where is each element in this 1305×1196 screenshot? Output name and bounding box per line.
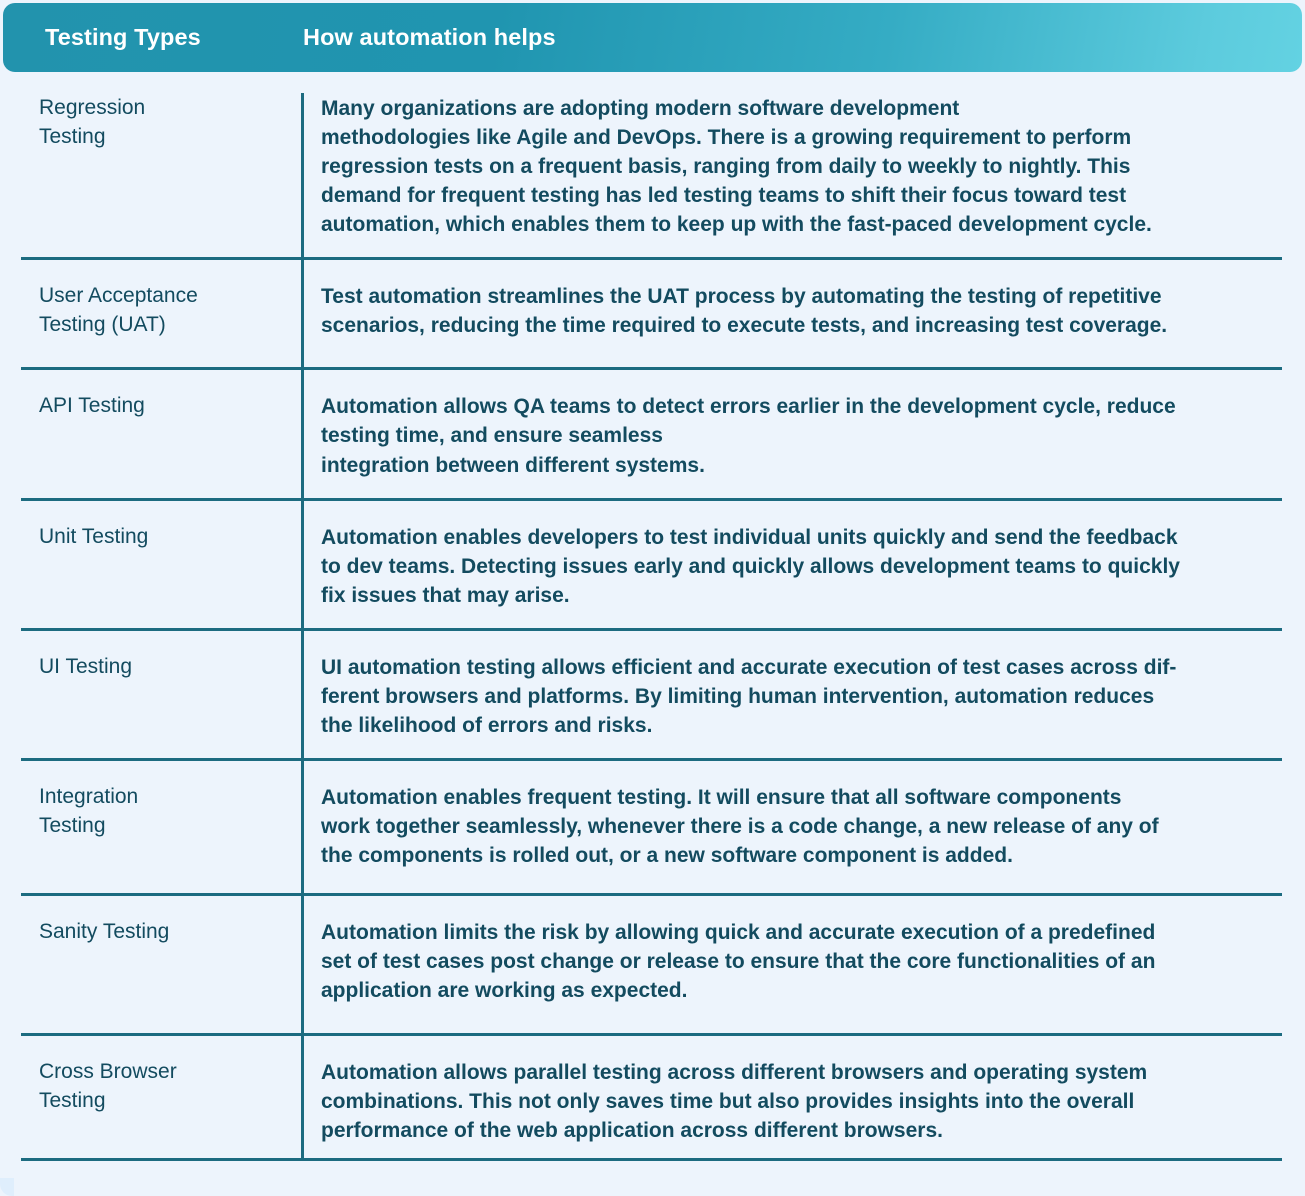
cell-testing-type-line: Integration	[39, 785, 139, 809]
cell-how-automation-helps	[301, 367, 1282, 497]
cell-help-line: to dev teams. Detecting issues early and quickly allows development teams to quickly	[321, 554, 1180, 578]
cell-testing-type-line: Testing (UAT)	[39, 312, 166, 336]
cell-help-line: scenarios, reducing the time required to execute tests, and increasing test coverage.	[321, 314, 1168, 338]
table-header-row	[3, 3, 1302, 72]
cell-help-line: methodologies like Agile and DevOps. There is a growing requirement to perform	[321, 126, 1132, 150]
cell-testing-type-line: API Testing	[39, 394, 145, 418]
cell-help-line: UI automation testing allows efficient and accurate execution of test cases across dif-	[321, 655, 1177, 679]
cell-testing-type	[21, 72, 301, 257]
cell-help-line: Automation enables developers to test individual units quickly and send the feedback	[321, 525, 1178, 549]
cell-help-line: work together seamlessly, whenever there is a code change, a new release of any of	[321, 815, 1159, 839]
cell-how-automation-helps	[301, 498, 1282, 628]
cell-help-line: the components is rolled out, or a new software component is added.	[321, 844, 1013, 868]
table-row	[0, 72, 1305, 257]
cell-help-line: integration between different systems.	[321, 453, 705, 477]
cell-how-automation-helps	[301, 758, 1282, 893]
cell-testing-type-line: Testing	[39, 813, 106, 837]
cell-testing-type	[21, 498, 301, 628]
cell-help-line: Many organizations are adopting modern software development	[321, 97, 960, 120]
cell-testing-type-line: Sanity Testing	[39, 920, 170, 944]
table-body	[0, 72, 1305, 1196]
cell-help-line: fix issues that may arise.	[321, 583, 570, 607]
cell-help-line: combinations. This not only saves time but also provides insights into the overall	[321, 1090, 1135, 1114]
table-row	[0, 628, 1305, 758]
cell-help-line: Automation enables frequent testing. It will ensure that all software components	[321, 786, 1122, 810]
cell-how-automation-helps	[301, 628, 1282, 758]
cell-help-line: Test automation streamlines the UAT process by automating the testing of repetitive	[321, 285, 1162, 309]
cell-testing-type-line: User Acceptance	[39, 284, 198, 308]
column-header-testing-types: Testing Types	[45, 24, 201, 50]
table-row	[0, 257, 1305, 367]
cell-help-line: the likelihood of errors and risks.	[321, 714, 653, 738]
cell-testing-type	[21, 893, 301, 1033]
cell-testing-type	[21, 257, 301, 367]
cell-help-line: regression tests on a frequent basis, ranging from daily to weekly to nightly. This	[321, 155, 1131, 179]
table-row	[0, 367, 1305, 497]
cell-testing-type-line: Testing	[39, 1088, 106, 1112]
cell-help-line: Automation allows QA teams to detect errors earlier in the development cycle, reduce	[321, 395, 1176, 419]
cell-testing-type	[21, 367, 301, 497]
cell-testing-type-line: Cross Browser	[39, 1060, 177, 1084]
cell-help-line: automation, which enables them to keep up with the fast-paced development cycle.	[321, 213, 1152, 237]
cell-how-automation-helps	[301, 257, 1282, 367]
cell-help-line: Automation allows parallel testing across different browsers and operating system	[321, 1061, 1148, 1085]
cell-help-line: testing time, and ensure seamless	[321, 424, 663, 448]
table-row	[0, 758, 1305, 893]
cell-testing-type	[21, 628, 301, 758]
cell-how-automation-helps	[301, 893, 1282, 1033]
cell-testing-type-line: Testing	[39, 124, 106, 148]
cell-how-automation-helps	[301, 72, 1282, 257]
cell-testing-type	[21, 758, 301, 893]
table-bottom-rule	[21, 1158, 1282, 1161]
cell-testing-type	[21, 1033, 301, 1178]
cell-help-line: demand for frequent testing has led testing teams to shift their focus toward test	[321, 184, 1127, 208]
cell-help-line: performance of the web application across different browsers.	[321, 1119, 943, 1143]
cell-help-line: Automation limits the risk by allowing quick and accurate execution of a predefined	[321, 921, 1156, 945]
table-row	[0, 1033, 1305, 1178]
cell-help-line: application are working as expected.	[321, 979, 688, 1003]
table-row	[0, 893, 1305, 1033]
cell-help-line: ferent browsers and platforms. By limiting human intervention, automation reduces	[321, 684, 1155, 708]
cell-testing-type-line: Unit Testing	[39, 524, 149, 548]
cell-testing-type-line: Regression	[39, 96, 146, 119]
column-divider	[301, 93, 304, 1161]
column-header-how-automation-helps: How automation helps	[303, 24, 556, 50]
cell-help-line: set of test cases post change or release to ensure that the core functionalities of an	[321, 950, 1156, 974]
cell-how-automation-helps	[301, 1033, 1282, 1178]
table-row	[0, 498, 1305, 628]
cell-testing-type-line: UI Testing	[39, 654, 132, 678]
